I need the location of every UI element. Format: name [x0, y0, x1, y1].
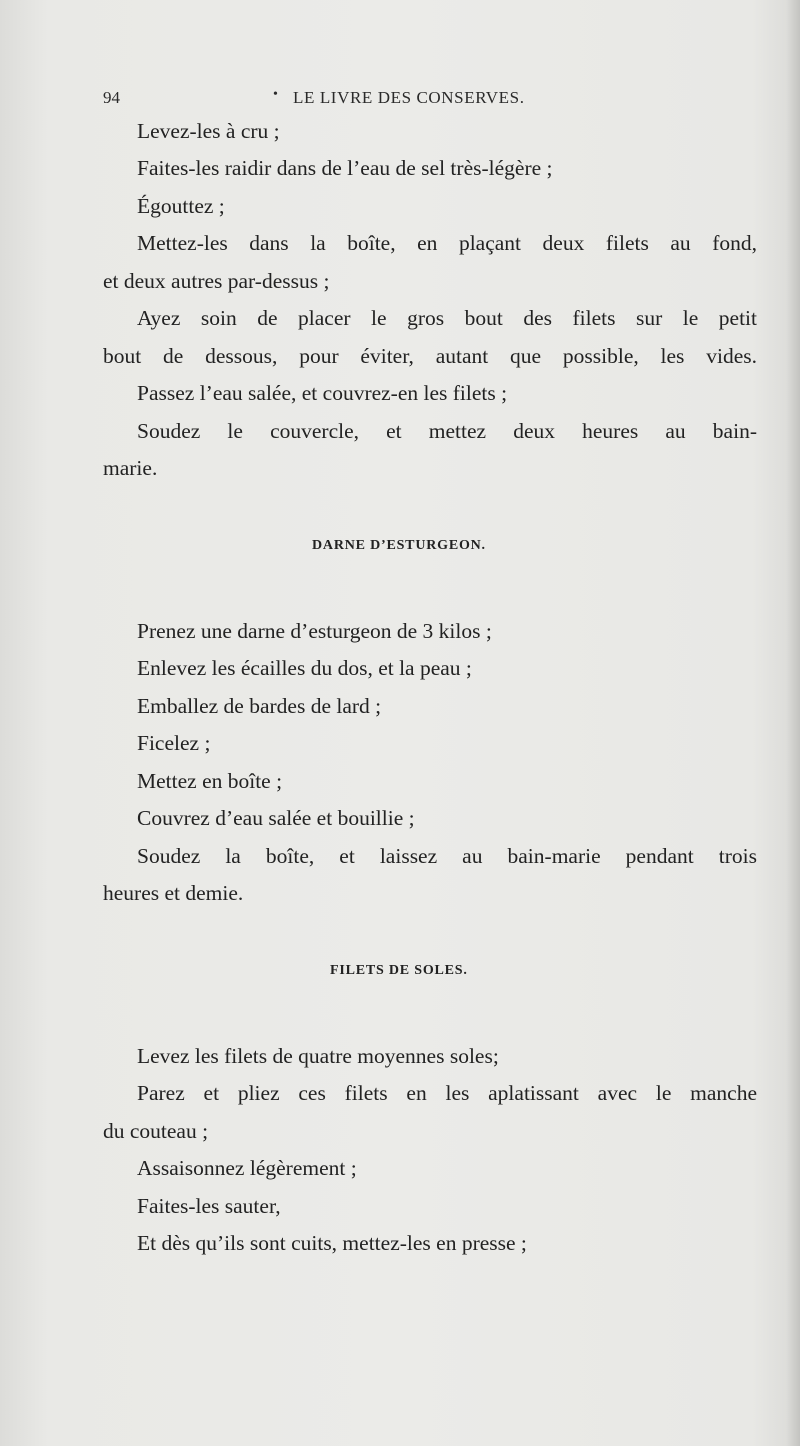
paragraph-line: Levez les filets de quatre moyennes soles; — [137, 1044, 499, 1068]
paragraph-line: Ficelez ; — [137, 731, 211, 755]
paragraph-line: Enlevez les écailles du dos, et la peau ; — [137, 656, 472, 680]
paragraph-line: Prenez une darne d’esturgeon de 3 kilos ; — [137, 619, 492, 643]
paragraph-line: marie. — [103, 456, 158, 480]
paragraph-line: Parez et pliez ces filets en les aplatissant avec le manche — [137, 1081, 757, 1105]
paragraph-line: et deux autres par-dessus ; — [103, 269, 330, 293]
header-ornament: • — [273, 87, 278, 102]
paragraph-line: Soudez la boîte, et laissez au bain-marie pendant trois — [137, 844, 757, 868]
paragraph-line: Et dès qu’ils sont cuits, mettez-les en presse ; — [137, 1231, 527, 1255]
paragraph-line: Soudez le couvercle, et mettez deux heures au bain- — [137, 419, 757, 443]
paragraph-line: Faites-les sauter, — [137, 1194, 281, 1218]
paragraph-line: Ayez soin de placer le gros bout des filets sur le petit — [137, 306, 757, 330]
running-title: LE LIVRE DES CONSERVES. — [293, 88, 525, 107]
paragraph-line: Levez-les à cru ; — [137, 119, 280, 143]
paragraph-line: Assaisonnez légèrement ; — [137, 1156, 357, 1180]
paragraph-line: bout de dessous, pour éviter, autant que possible, les vides. — [103, 344, 757, 368]
section-heading: DARNE D’ESTURGEON. — [312, 538, 486, 553]
paragraph-line: Mettez en boîte ; — [137, 769, 283, 793]
paragraph-line: Couvrez d’eau salée et bouillie ; — [137, 806, 415, 830]
section-heading: FILETS DE SOLES. — [330, 963, 468, 978]
page-number: 94 — [103, 88, 120, 107]
paragraph-line: Passez l’eau salée, et couvrez-en les filets ; — [137, 381, 508, 405]
paragraph-line: Emballez de bardes de lard ; — [137, 694, 382, 718]
paragraph-line: du couteau ; — [103, 1119, 209, 1143]
paragraph-line: Mettez-les dans la boîte, en plaçant deux filets au fond, — [137, 231, 757, 255]
paragraph-line: heures et demie. — [103, 881, 244, 905]
paragraph-line: Faites-les raidir dans de l’eau de sel très-légère ; — [137, 156, 553, 180]
paragraph-line: Égouttez ; — [137, 194, 225, 218]
